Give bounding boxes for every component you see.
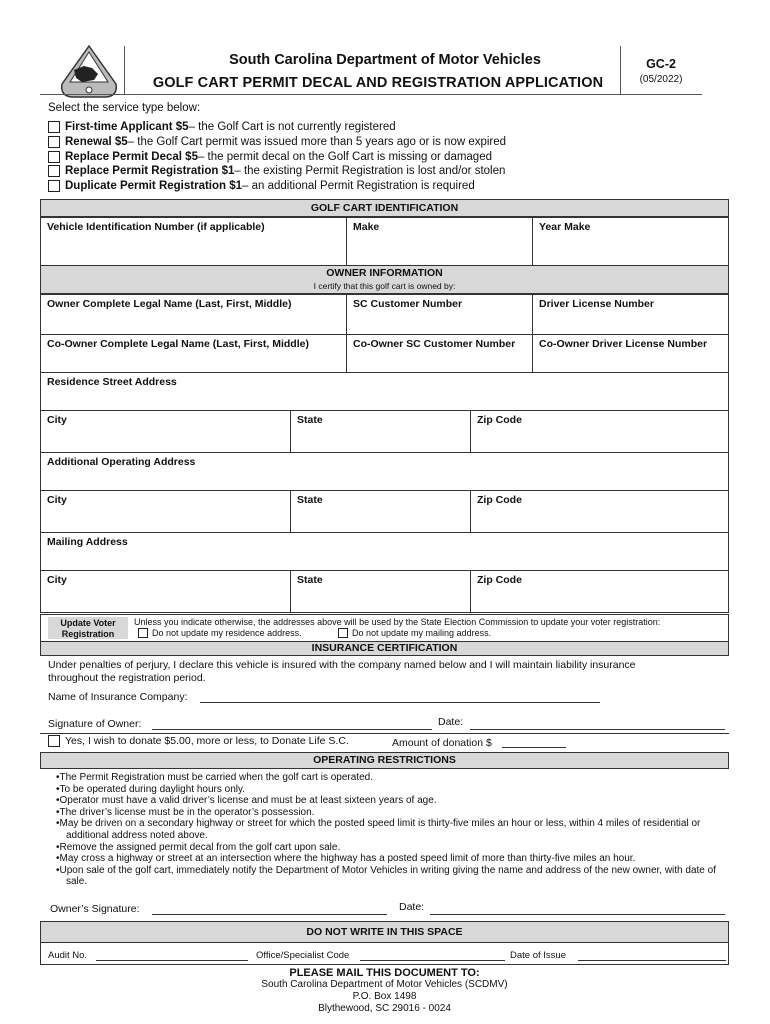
divider (40, 733, 729, 734)
restrictions-heading: OPERATING RESTRICTIONS (40, 752, 729, 769)
owner-signature-label: Signature of Owner: (48, 718, 142, 730)
zip-field[interactable]: Zip Code (471, 491, 729, 533)
service-name: Replace Permit Decal $5 (65, 151, 198, 163)
form-number: GC-2 (646, 57, 676, 71)
checkbox[interactable] (48, 151, 60, 163)
checkbox[interactable] (48, 165, 60, 177)
service-desc: – the permit decal on the Golf Cart is missing or damaged (197, 151, 492, 163)
office-code-label: Office/Specialist Code (256, 950, 350, 961)
identification-heading: GOLF CART IDENTIFICATION (40, 199, 729, 217)
checkbox[interactable] (48, 180, 60, 192)
additional-address-field[interactable]: Additional Operating Address (41, 453, 729, 491)
co-license-field[interactable]: Co-Owner Driver License Number (533, 335, 729, 373)
checkbox[interactable] (48, 735, 60, 747)
office-box (40, 943, 729, 965)
owner-table (40, 294, 729, 373)
date-line-2[interactable] (430, 914, 725, 915)
checkbox[interactable] (138, 628, 148, 638)
owner-signature-label-2: Owner’s Signature: (50, 903, 140, 915)
city-field[interactable]: City (41, 411, 291, 453)
list-item: • Operator must have a valid driver’s license and must be at least sixteen years of age. (56, 795, 726, 807)
mail-heading: PLEASE MAIL THIS DOCUMENT TO: (289, 967, 480, 979)
service-desc: – the existing Permit Registration is lost and/or stolen (234, 165, 506, 177)
form-date: (05/2022) (639, 74, 683, 85)
customer-number-field[interactable]: SC Customer Number (347, 295, 533, 335)
header-rule (40, 94, 702, 95)
owner-name-field[interactable]: Owner Complete Legal Name (Last, First, Middle) (41, 295, 347, 335)
mail-line-1: South Carolina Department of Motor Vehicles (SCDMV) (261, 979, 508, 990)
header-divider-left (124, 46, 125, 94)
list-item: • Upon sale of the golf cart, immediately notify the Department of Motor Vehicles in writing giving the name and address of the new owner, with date of sale. (56, 865, 726, 888)
issue-date-line[interactable] (578, 960, 726, 961)
mail-line-2: P.O. Box 1498 (352, 991, 417, 1002)
service-name: Renewal $5 (65, 136, 128, 148)
co-customer-number-field[interactable]: Co-Owner SC Customer Number (347, 335, 533, 373)
date-label-2: Date: (399, 901, 425, 913)
list-item: • May cross a highway or street at an intersection where the highway has a posted speed limit of more than thirty-five miles an hour. (56, 853, 726, 865)
service-desc: – the Golf Cart permit was issued more than 5 years ago or is now expired (127, 136, 507, 148)
owner-signature-line[interactable] (152, 729, 432, 730)
date-label: Date: (438, 716, 464, 728)
voter-label: Update Voter Registration (48, 617, 128, 639)
list-item: • May be driven on a secondary highway or street for which the posted speed limit is thirty-five miles an hour or less, within 4 miles of residential or additional address noted above. (56, 818, 726, 841)
service-desc: – an additional Permit Registration is required (242, 180, 475, 192)
service-name: Replace Permit Registration $1 (65, 165, 235, 177)
owner-heading: OWNER INFORMATION I certify that this golf cart is owned by: (40, 265, 729, 294)
address-table (40, 372, 729, 613)
service-name: First-time Applicant $5 (65, 121, 189, 133)
insurance-company-label: Name of Insurance Company: (48, 691, 188, 703)
make-field[interactable]: Make (347, 218, 533, 266)
service-option[interactable] (48, 151, 492, 163)
header-divider-right (620, 46, 621, 94)
no-update-mailing-option[interactable]: Do not update my mailing address. (338, 628, 491, 638)
form-title: GOLF CART PERMIT DECAL AND REGISTRATION APPLICATION (152, 75, 604, 91)
zip-field[interactable]: Zip Code (471, 571, 729, 613)
state-field[interactable]: State (291, 411, 471, 453)
vin-field[interactable]: Vehicle Identification Number (if applicable) (41, 218, 347, 266)
list-item: • The Permit Registration must be carried when the golf cart is operated. (56, 772, 726, 784)
owner-certify: I certify that this golf cart is owned by: (313, 281, 456, 291)
insurance-heading: INSURANCE CERTIFICATION (40, 641, 729, 656)
service-desc: – the Golf Cart is not currently registered (188, 121, 396, 133)
service-option[interactable] (48, 180, 475, 192)
year-make-field[interactable]: Year Make (533, 218, 729, 266)
service-name: Duplicate Permit Registration $1 (65, 180, 243, 192)
issue-date-label: Date of Issue (510, 950, 566, 961)
office-code-line[interactable] (360, 960, 505, 961)
co-owner-name-field[interactable]: Co-Owner Complete Legal Name (Last, First, Middle) (41, 335, 347, 373)
donation-amount-line[interactable] (502, 747, 566, 748)
donate-option[interactable]: Yes, I wish to donate $5.00, more or less, to Donate Life S.C. (48, 735, 349, 747)
service-prompt: Select the service type below: (48, 102, 201, 114)
checkbox[interactable] (48, 121, 60, 133)
checkbox[interactable] (338, 628, 348, 638)
service-option[interactable] (48, 136, 506, 148)
insurance-statement-cont: throughout the registration period. (48, 672, 206, 684)
audit-label: Audit No. (48, 950, 88, 961)
insurance-statement: Under penalties of perjury, I declare this vehicle is insured with the company named below and I will maintain liability insurance (48, 659, 636, 671)
identification-table (40, 217, 729, 266)
list-item: • The driver’s license must be in the operator’s possession. (56, 807, 726, 819)
residence-field[interactable]: Residence Street Address (41, 373, 729, 411)
checkbox[interactable] (48, 136, 60, 148)
scdmv-logo (58, 44, 120, 100)
state-field[interactable]: State (291, 571, 471, 613)
date-line[interactable] (470, 729, 725, 730)
owner-signature-line-2[interactable] (152, 914, 387, 915)
agency-name: South Carolina Department of Motor Vehicles (229, 52, 541, 68)
list-item: • Remove the assigned permit decal from the golf cart upon sale. (56, 842, 726, 854)
list-item: • To be operated during daylight hours only. (56, 784, 726, 796)
service-option[interactable] (48, 165, 505, 177)
audit-line[interactable] (96, 960, 248, 961)
donation-amount-label: Amount of donation $ (392, 737, 492, 749)
city-field[interactable]: City (41, 491, 291, 533)
restrictions-list (56, 772, 726, 888)
city-field[interactable]: City (41, 571, 291, 613)
mailing-address-field[interactable]: Mailing Address (41, 533, 729, 571)
license-field[interactable]: Driver License Number (533, 295, 729, 335)
zip-field[interactable]: Zip Code (471, 411, 729, 453)
voter-notice: Unless you indicate otherwise, the addresses above will be used by the State Election Commission to update your voter registration: (134, 617, 661, 627)
insurance-company-line[interactable] (200, 702, 600, 703)
mail-line-3: Blythewood, SC 29016 - 0024 (318, 1003, 451, 1014)
service-option[interactable] (48, 121, 396, 133)
state-field[interactable]: State (291, 491, 471, 533)
office-heading: DO NOT WRITE IN THIS SPACE (40, 921, 729, 943)
no-update-residence-option[interactable]: Do not update my residence address. (138, 628, 302, 638)
